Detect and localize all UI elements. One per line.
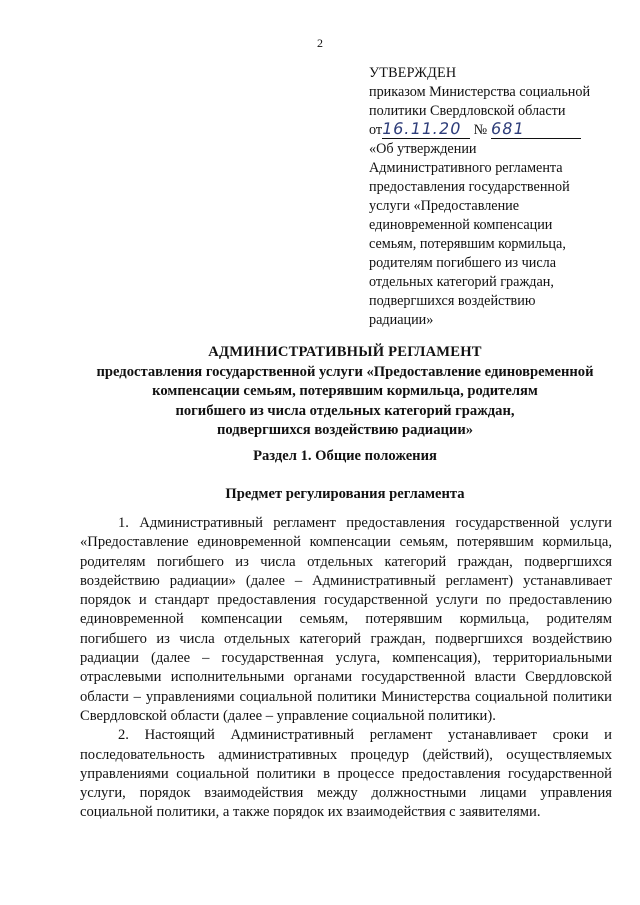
approval-stamp-block (369, 64, 619, 330)
page-number: 2 (317, 36, 323, 50)
paragraph-1: 1. Административный регламент предоставления государственной услуги «Предоставление единовременной компенсации семьям, потерявшим кормильца, родителям погибшего из числа отдельных категорий граждан, подвергшихся воздействию радиации» (далее – Административный регламент) устанавливает порядок и стандарт предоставления государственной услуги по предоставлению единовременной компенсации семьям, потерявшим кормильца, родителям погибшего из числа отдельных категорий граждан, подвергшихся воздействию радиации (далее – государственная услуга, компенсация), территориальными отраслевыми исполнительными органами государственной власти Свердловской области – управлениями социальной политики Министерства социальной политики Свердловской области (далее – управление социальной политики). (80, 515, 612, 724)
title-line-4: подвергшихся воздействию радиации» (216, 422, 474, 438)
title-line-1: предоставления государственной услуги «Предоставление единовременной (96, 363, 594, 380)
paragraph-2: 2. Настоящий Административный регламент устанавливает сроки и последовательность административных процедур (действий), осуществляемых управлениями социальной политики в процессе предоставления государственной услуги, порядок взаимодействия между должностными лицами управления социальной политики, а также порядок их взаимодействия с заявителями. (80, 727, 612, 821)
title-line-2: компенсации семьям, потерявшим кормильца, родителям (152, 383, 538, 399)
document-title (80, 343, 610, 441)
subject-line-4: услуги «Предоставление (369, 198, 520, 214)
date-field (380, 119, 470, 139)
handwritten-date: 16.11.20 (380, 119, 464, 138)
subject-line-3: предоставления государственной (369, 179, 570, 195)
handwritten-number: 681 (489, 119, 527, 138)
subject-line-1: «Об утверждении (369, 141, 477, 157)
title-main: АДМИНИСТРАТИВНЫЙ РЕГЛАМЕНТ (208, 344, 482, 360)
approval-line-2: политики Свердловской области (369, 103, 566, 119)
section-heading: Раздел 1. Общие положения (253, 448, 437, 464)
number-field (489, 119, 581, 139)
subject-line-10: радиации» (369, 312, 434, 328)
body-text (80, 514, 612, 823)
subject-line-5: единовременной компенсации (369, 217, 553, 233)
subsection-heading: Предмет регулирования регламента (225, 486, 465, 502)
approval-line-1: приказом Министерства социальной (369, 84, 591, 100)
approval-date-row (369, 121, 619, 140)
subject-line-2: Административного регламента (369, 160, 563, 176)
subject-line-8: отдельных категорий граждан, (369, 274, 554, 290)
title-line-3: погибшего из числа отдельных категорий граждан, (175, 402, 515, 419)
number-prefix: № (473, 122, 488, 138)
date-prefix: от (369, 122, 383, 138)
subject-line-7: родителям погибшего из числа (369, 255, 557, 271)
approval-heading: УТВЕРЖДЕН (369, 65, 457, 81)
subject-line-9: подвергшихся воздействию (369, 293, 536, 309)
subject-line-6: семьям, потерявшим кормильца, (369, 236, 566, 252)
